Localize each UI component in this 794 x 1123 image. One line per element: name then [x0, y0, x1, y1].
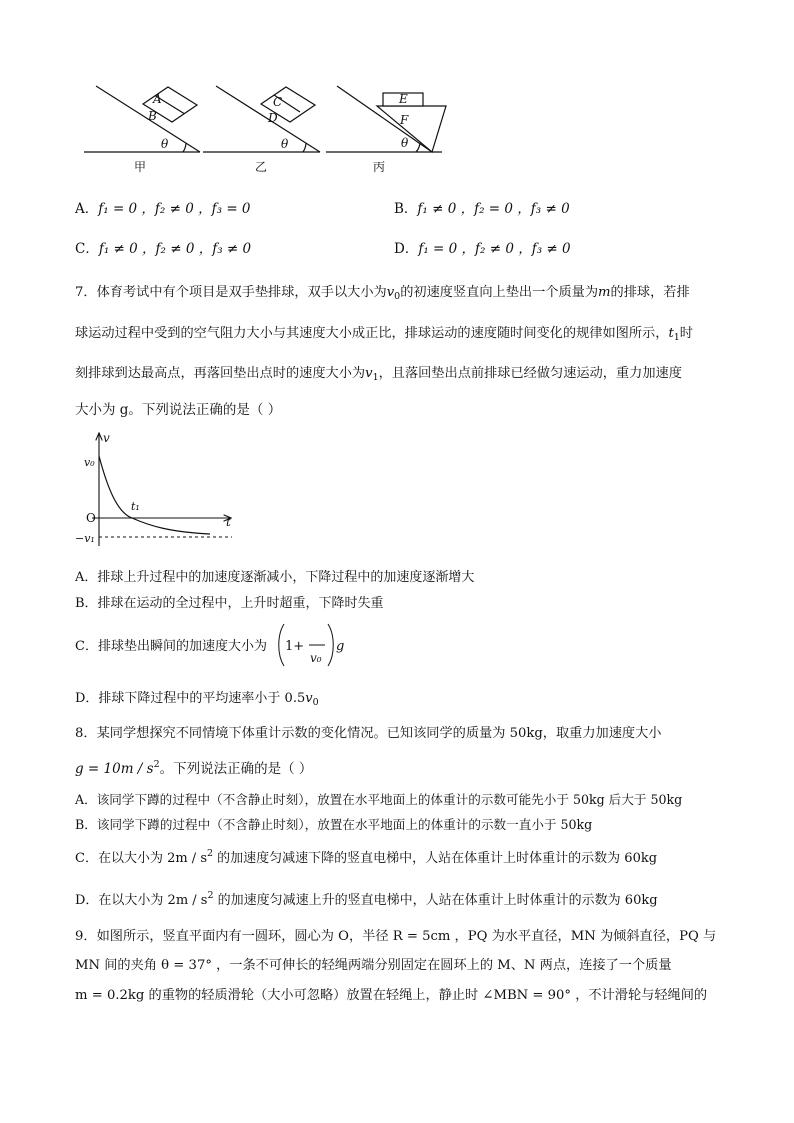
- q7-t1: t: [668, 326, 674, 341]
- q8-option-d: [75, 889, 725, 908]
- q6-option-a: [75, 197, 251, 217]
- q7-l2a: 球运动过程中受到的空气阻力大小与其速度大小成正比，排球运动的速度随时间变化的规律如图所示，: [75, 326, 669, 341]
- q7-l3a: 刻排球到达最高点，再落回垫出点时的速度大小为: [75, 366, 366, 381]
- angle-jia: θ: [161, 137, 169, 151]
- label-d: D: [268, 111, 278, 125]
- q6-b-letter: B．: [394, 201, 418, 217]
- q7-t1-sub: 1: [673, 332, 680, 343]
- incline-figures: [70, 80, 450, 180]
- q6-a-letter: A．: [75, 201, 99, 217]
- q8-option-a: A．该同学下蹲的过程中（不含静止时刻），放置在水平地面上的体重计的示数可能先小于 50kg 后大于 50kg: [75, 792, 683, 807]
- q7-m: m: [598, 285, 611, 300]
- q8-line-2: [75, 757, 725, 777]
- q7-l1a: 7．体育考试中有个项目是双手垫排球，双手以大小为: [75, 285, 387, 300]
- q6-d-text: f₁ = 0 ，f₂ ≠ 0 ，f₃ ≠ 0: [418, 241, 571, 257]
- q8-g: g = 10m / s: [75, 761, 154, 777]
- q7-d-v: v: [305, 691, 313, 706]
- q7-option-b: B．排球在运动的全过程中，上升时超重，下降时失重: [75, 596, 384, 611]
- q7-line-2: [75, 322, 725, 343]
- caption-jia: 甲: [134, 160, 147, 174]
- q8-line-1: 8．某同学想探究不同情境下体重计示数的变化情况。已知该同学的质量为 50kg，取重力加速度大小: [75, 726, 662, 741]
- q8-option-c: [75, 847, 725, 866]
- label-c: C: [273, 95, 283, 109]
- graph-t-label: t: [226, 515, 231, 529]
- q8-l2b: 。下列说法正确的是（ ）: [159, 761, 313, 777]
- q7-c-text: C．排球垫出瞬间的加速度大小为: [75, 639, 267, 654]
- q7-c-g: g: [336, 639, 345, 654]
- q8-d-sup: 2: [207, 890, 214, 901]
- q7-d-text: D．排球下降过程中的平均速率小于 0.5: [75, 691, 306, 706]
- angle-bing: θ: [401, 136, 409, 150]
- q6-c-text: f₁ ≠ 0 ，f₂ ≠ 0 ，f₃ ≠ 0: [98, 241, 252, 257]
- q7-c-den: v₀: [310, 651, 322, 665]
- q8-g-sup: 2: [153, 759, 160, 770]
- q7-v1: v: [365, 366, 373, 381]
- caption-bing: 丙: [373, 160, 386, 174]
- wedge-f: [377, 106, 446, 152]
- angle-yi: θ: [281, 137, 289, 151]
- label-e: E: [399, 92, 408, 106]
- q7-vt-graph: [70, 428, 245, 550]
- label-b: B: [148, 109, 157, 123]
- q8-c-b: 的加速度匀减速下降的竖直电梯中，人站在体重计上时体重计的示数为 60kg: [213, 851, 658, 866]
- q8-option-b: B．该同学下蹲的过程中（不含静止时刻），放置在水平地面上的体重计的示数一直小于 50kg: [75, 817, 593, 832]
- q7-v0-sub: 0: [394, 291, 401, 302]
- q7-v1-sub: 1: [372, 372, 379, 383]
- q9-line-1: 9．如图所示，竖直平面内有一圆环，圆心为 O，半径 R = 5cm ，PQ 为水平直径，MN 为倾斜直径，PQ 与: [75, 929, 717, 944]
- q7-option-d: [75, 687, 725, 708]
- q6-a-text: f₁ = 0 ，f₂ ≠ 0 ，f₃ = 0: [98, 201, 251, 217]
- graph-t1: t₁: [131, 500, 140, 513]
- label-f: F: [400, 113, 409, 127]
- q7-line-3: [75, 362, 725, 383]
- q8-d-b: 的加速度匀减速上升的竖直电梯中，人站在体重计上时体重计的示数为 60kg: [213, 893, 658, 908]
- q6-option-d: [394, 237, 571, 257]
- graph-v0: v₀: [84, 456, 95, 469]
- q7-d-sub: 0: [312, 697, 319, 708]
- q7-line-4: 大小为 g。下列说法正确的是（ ）: [75, 402, 282, 418]
- q7-option-a: A．排球上升过程中的加速度逐渐减小，下降过程中的加速度逐渐增大: [75, 570, 475, 585]
- q7-v0: v: [386, 285, 395, 300]
- caption-yi: 乙: [255, 160, 268, 174]
- velocity-curve: [99, 456, 210, 534]
- q6-b-text: f₁ ≠ 0 ，f₂ = 0 ，f₃ ≠ 0: [417, 201, 570, 217]
- q6-d-letter: D．: [394, 241, 419, 257]
- q6-option-b: [394, 197, 570, 217]
- q7-l2b: 时: [679, 326, 693, 341]
- graph-origin: O: [86, 511, 96, 525]
- q9-line-3: m = 0.2kg 的重物的轻质滑轮（大小可忽略）放置在轻绳上，静止时 ∠MBN = 90° ，不计滑轮与轻绳间的: [75, 988, 708, 1003]
- q7-option-c: [75, 635, 725, 654]
- q7-c-one: 1+: [285, 639, 305, 654]
- q7-line-1: [75, 281, 725, 302]
- q6-option-c: [75, 237, 251, 257]
- graph-v-label: v: [103, 431, 110, 445]
- label-a: A: [153, 92, 162, 106]
- q7-c-formula: [276, 621, 346, 669]
- q7-l3b: ，且落回垫出点前排球已经做匀速运动，重力加速度: [378, 366, 682, 381]
- q8-c-sup: 2: [207, 848, 214, 859]
- graph-neg-v1: −v₁: [75, 532, 95, 545]
- q6-c-letter: C．: [75, 241, 99, 257]
- q8-d-a: D．在以大小为 2m / s: [75, 893, 208, 908]
- q9-line-2: MN 间的夹角 θ = 37° ，一条不可伸长的轻绳两端分别固定在圆环上的 M、N 两点，连接了一个质量: [75, 958, 672, 973]
- q7-l1b: 的初速度竖直向上垫出一个质量为: [400, 285, 599, 300]
- q8-c-a: C．在以大小为 2m / s: [75, 851, 207, 866]
- q7-l1c: 的排球，若排: [610, 285, 690, 300]
